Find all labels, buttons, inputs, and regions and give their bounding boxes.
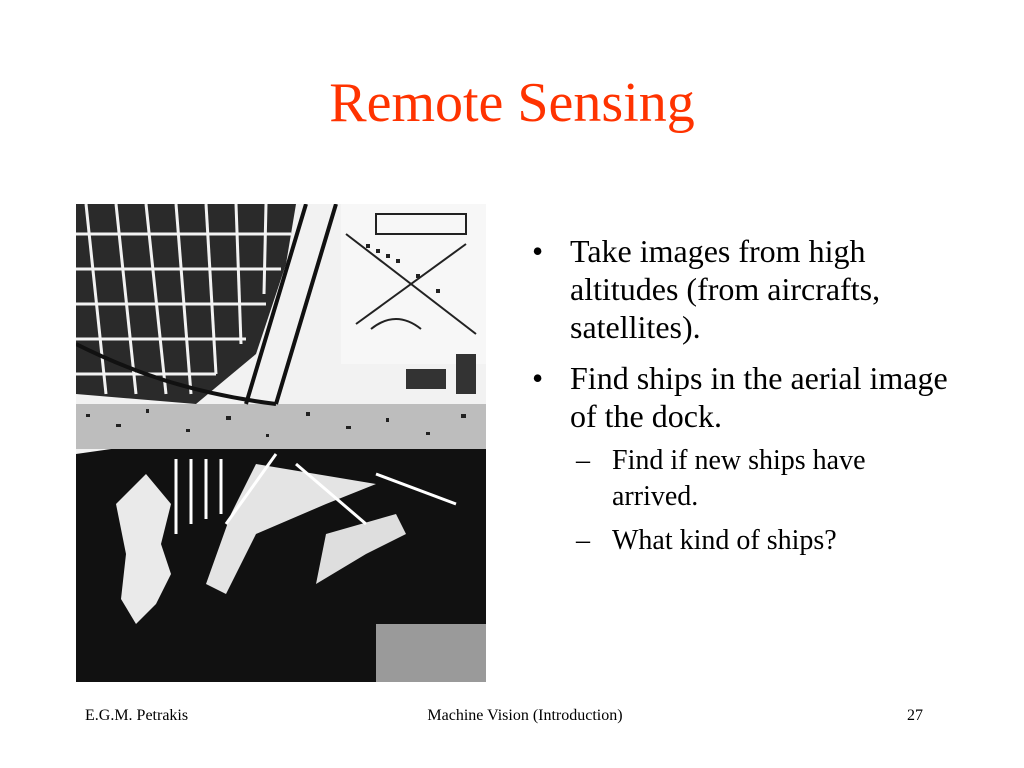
subbullet-list: [576, 443, 952, 559]
bullet-text: Take images from high altitudes (from aircrafts, satellites).: [570, 233, 881, 345]
footer-course: Machine Vision (Introduction): [427, 707, 623, 724]
bullet-marker: •: [532, 360, 544, 396]
subbullet-text: Find if new ships have arrived.: [612, 445, 866, 512]
subbullet-item: [576, 443, 932, 515]
slide-title: Remote Sensing: [329, 72, 695, 134]
bullet-item: [532, 232, 952, 346]
bullet-list: [532, 232, 952, 572]
aerial-photo: [76, 204, 486, 682]
subbullet-text: What kind of ships?: [612, 525, 837, 556]
footer-author: E.G.M. Petrakis: [85, 707, 189, 724]
bullet-item: [532, 359, 952, 559]
bullet-marker: •: [532, 233, 544, 269]
bullet-text: Find ships in the aerial image of the dock.: [570, 360, 948, 434]
footer-page-number: 27: [907, 707, 923, 724]
subbullet-marker: –: [576, 445, 590, 476]
subbullet-marker: –: [576, 525, 590, 556]
subbullet-item: [576, 523, 932, 559]
